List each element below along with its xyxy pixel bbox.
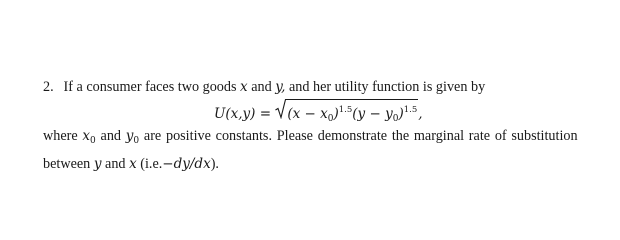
between-line: [43, 155, 219, 173]
ie-prefix: (i.e.: [140, 156, 163, 172]
question-intro-line: [43, 78, 485, 96]
question-number: 2.: [43, 79, 54, 95]
y0-symbol: [126, 128, 139, 144]
and-text-2: and: [100, 128, 122, 144]
and-text-3: and: [105, 156, 126, 172]
between-prefix: between: [43, 156, 91, 172]
term-y: (y − y: [352, 106, 393, 122]
var-x: x: [240, 79, 248, 95]
x0-base: x: [82, 128, 91, 144]
x0-subscript: 0: [327, 114, 334, 124]
mrs-expression: −dy/dx: [162, 156, 211, 172]
between-y: y: [93, 156, 102, 172]
x0-sub: 0: [90, 136, 96, 146]
and-text: and: [251, 79, 272, 95]
square-root: [275, 101, 418, 128]
term-y-close: ): [398, 106, 404, 122]
ie-suffix: ).: [210, 156, 219, 172]
utility-equation: [214, 101, 423, 128]
where-prefix: where: [43, 128, 78, 144]
intro-text: If a consumer faces two goods: [63, 79, 237, 95]
var-y: y,: [275, 79, 286, 95]
where-line: [43, 127, 578, 150]
term-x-close: ): [333, 106, 339, 122]
exponent-b: 1.5: [403, 105, 418, 115]
radicand: [285, 99, 418, 128]
y0-base: y: [125, 128, 134, 144]
exponent-a: 1.5: [338, 105, 353, 115]
y0-subscript: 0: [392, 114, 399, 124]
y0-sub: 0: [133, 136, 140, 146]
between-x: x: [129, 156, 137, 172]
equation-lhs: U(x,y) =: [214, 106, 272, 122]
intro-tail-text: and her utility function is given by: [288, 79, 486, 95]
radical-sign-icon: [275, 98, 286, 119]
x0-symbol: [82, 128, 95, 144]
equation-comma: ,: [418, 106, 423, 122]
where-tail-text: are positive constants. Please demonstrate the marginal rate of substitution: [143, 128, 578, 144]
term-x: (x − x: [287, 106, 328, 122]
